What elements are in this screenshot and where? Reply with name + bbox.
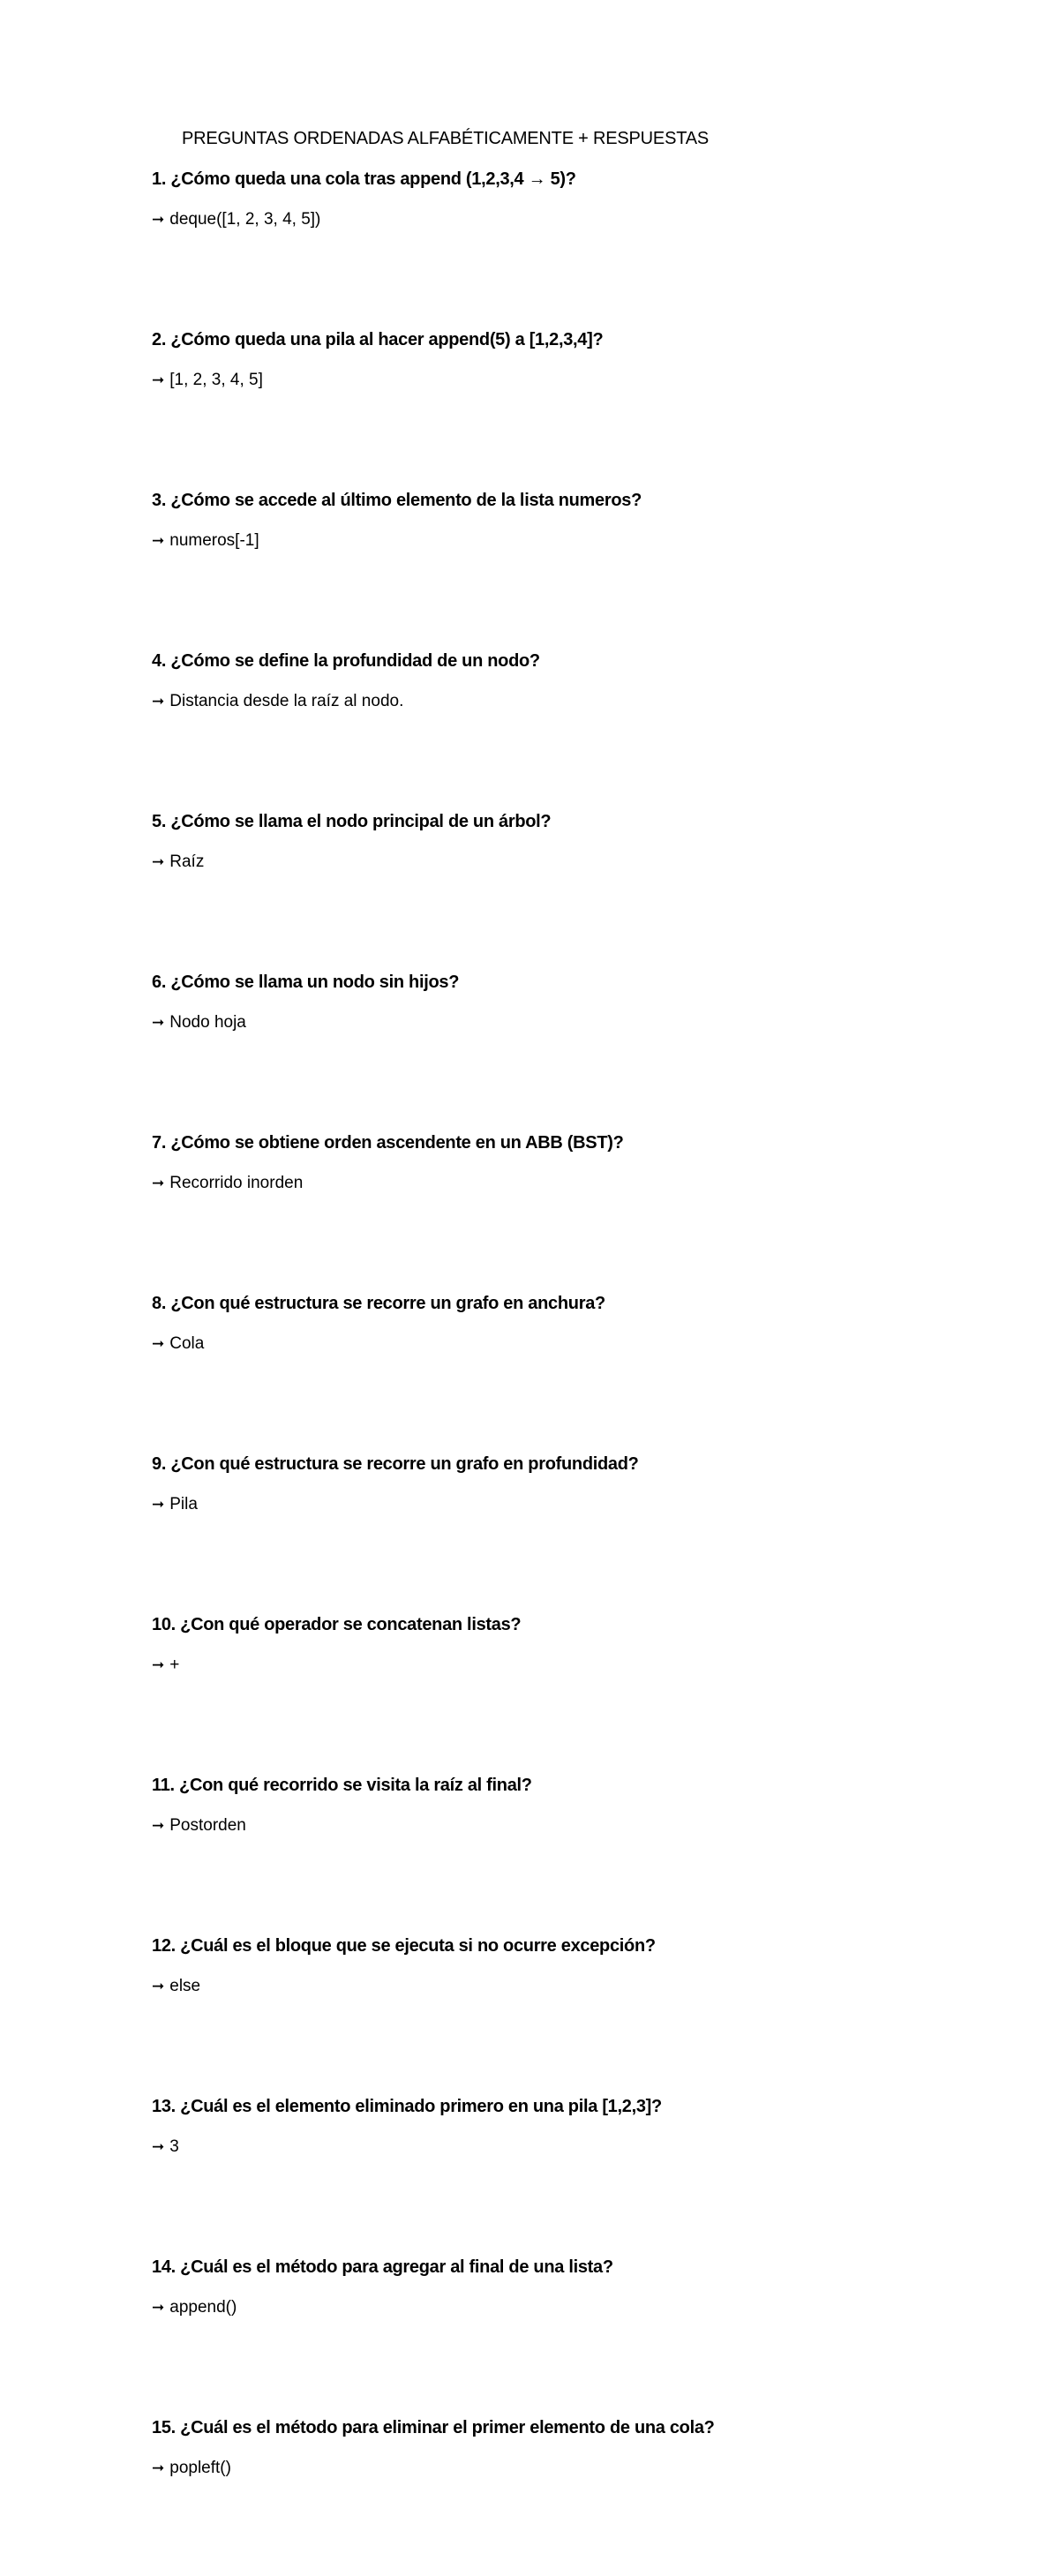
right-arrow-icon: ➞: [152, 853, 165, 871]
answer-text: Nodo hoja: [169, 1013, 246, 1032]
right-arrow-icon: ➞: [152, 693, 165, 710]
answer-line: [152, 1492, 715, 1532]
right-arrow-icon: ➞: [152, 532, 165, 550]
qa-item: [152, 1452, 715, 1612]
question-answer-list: [152, 167, 715, 2576]
right-arrow-icon: ➞: [152, 1175, 165, 1192]
answer-text: Recorrido inorden: [169, 1174, 304, 1192]
answer-text: Postorden: [169, 1816, 246, 1835]
answer-line: [152, 2135, 715, 2174]
question-text: 4. ¿Cómo se define la profundidad de un nodo?: [152, 651, 540, 671]
right-arrow-icon: ➞: [152, 2138, 165, 2156]
answer-line: [152, 850, 715, 890]
qa-item: [152, 1934, 715, 2094]
question-text: 3. ¿Cómo se accede al último elemento de la lista numeros?: [152, 491, 642, 510]
qa-item: [152, 2415, 715, 2576]
answer-text: deque([1, 2, 3, 4, 5]): [169, 210, 321, 229]
right-arrow-icon: ➞: [152, 2299, 165, 2317]
question-text: 7. ¿Cómo se obtiene orden ascendente en un ABB (BST)?: [152, 1133, 624, 1153]
qa-item: [152, 1130, 715, 1291]
answer-line: [152, 2295, 715, 2335]
answer-line: [152, 1332, 715, 1371]
answer-text: Cola: [169, 1334, 205, 1353]
answer-line: [152, 1171, 715, 1211]
question-text: 1. ¿Cómo queda una cola tras append (1,2,3,4 → 5)?: [152, 169, 576, 189]
document-title: PREGUNTAS ORDENADAS ALFABÉTICAMENTE + RESPUESTAS: [182, 129, 710, 148]
right-arrow-icon: ➞: [152, 1335, 165, 1353]
answer-line: [152, 1974, 715, 2014]
question-text: 15. ¿Cuál es el método para eliminar el primer elemento de una cola?: [152, 2418, 715, 2437]
answer-line: [152, 368, 715, 408]
answer-text: Pila: [169, 1495, 198, 1513]
answer-text: numeros[-1]: [169, 531, 259, 550]
right-arrow-icon: ➞: [152, 1978, 165, 1995]
answer-text: 3: [169, 2137, 179, 2156]
qa-item: [152, 2255, 715, 2415]
answer-text: +: [169, 1656, 180, 1674]
question-text: 2. ¿Cómo queda una pila al hacer append(5) a [1,2,3,4]?: [152, 330, 604, 349]
question-text: 14. ¿Cuál es el método para agregar al final de una lista?: [152, 2257, 613, 2277]
qa-item: [152, 2094, 715, 2255]
answer-line: [152, 1010, 715, 1050]
qa-item: [152, 1291, 715, 1452]
answer-line: [152, 2456, 715, 2496]
right-arrow-icon: ➞: [152, 1014, 165, 1032]
question-text: 9. ¿Con qué estructura se recorre un grafo en profundidad?: [152, 1454, 639, 1474]
answer-line: [152, 207, 715, 247]
qa-item: [152, 1773, 715, 1934]
qa-item: [152, 167, 715, 327]
question-text: 10. ¿Con qué operador se concatenan listas?: [152, 1615, 522, 1634]
right-arrow-icon: ➞: [152, 1817, 165, 1835]
answer-line: [152, 529, 715, 568]
question-text: 12. ¿Cuál es el bloque que se ejecuta si no ocurre excepción?: [152, 1936, 656, 1956]
right-arrow-icon: ➞: [152, 1496, 165, 1513]
answer-line: [152, 689, 715, 729]
right-arrow-icon: ➞: [152, 211, 165, 229]
question-text: 8. ¿Con qué estructura se recorre un grafo en anchura?: [152, 1294, 605, 1313]
answer-line: [152, 1653, 715, 1693]
answer-text: else: [169, 1977, 201, 1995]
answer-text: popleft(): [169, 2459, 231, 2477]
right-arrow-icon: ➞: [152, 2460, 165, 2477]
qa-item: [152, 809, 715, 970]
right-arrow-icon: ➞: [152, 1656, 165, 1674]
question-text: 5. ¿Cómo se llama el nodo principal de un árbol?: [152, 812, 552, 831]
qa-item: [152, 970, 715, 1130]
question-text: 6. ¿Cómo se llama un nodo sin hijos?: [152, 973, 460, 992]
question-text: 11. ¿Con qué recorrido se visita la raíz al final?: [152, 1776, 532, 1795]
answer-text: Raíz: [169, 852, 205, 871]
answer-text: [1, 2, 3, 4, 5]: [169, 371, 263, 389]
answer-text: append(): [169, 2298, 237, 2317]
qa-item: [152, 327, 715, 488]
qa-item: [152, 649, 715, 809]
question-text: 13. ¿Cuál es el elemento eliminado primero en una pila [1,2,3]?: [152, 2097, 662, 2116]
qa-item: [152, 1612, 715, 1773]
answer-line: [152, 1814, 715, 1853]
qa-item: [152, 488, 715, 649]
answer-text: Distancia desde la raíz al nodo.: [169, 692, 404, 710]
right-arrow-icon: ➞: [152, 372, 165, 389]
